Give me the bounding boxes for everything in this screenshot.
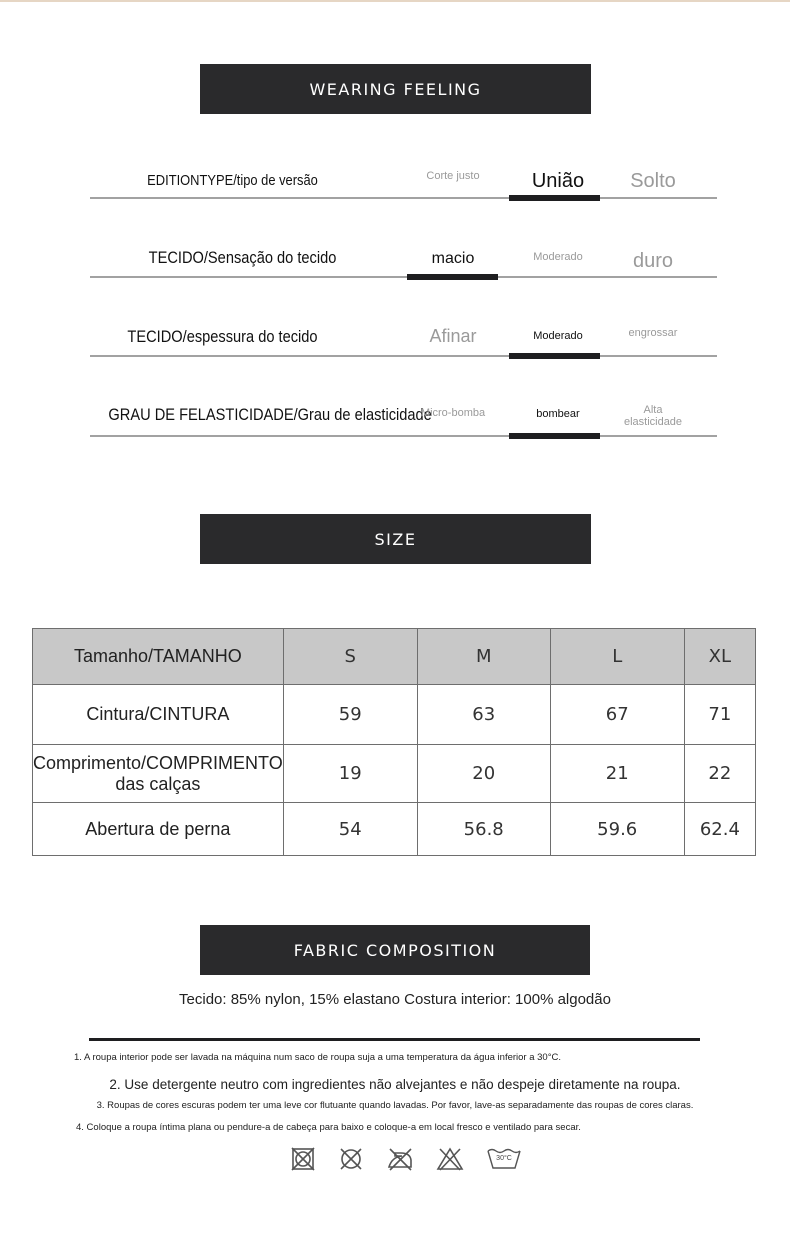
- care-note: 3. Roupas de cores escuras podem ter uma leve cor flutuante quando lavadas. Por favor, lave-as separadamente das roupas de cores claras.: [96, 1100, 694, 1111]
- feeling-option: Moderado: [533, 251, 583, 264]
- feeling-scale-line: [90, 355, 717, 357]
- wearing-feeling-banner: [200, 64, 591, 114]
- size-cell: 62.4: [684, 803, 755, 856]
- size-header-cell: L: [550, 629, 684, 685]
- size-cell: 20: [417, 745, 550, 803]
- size-header-cell: S: [283, 629, 417, 685]
- feeling-row-edition-type: [90, 139, 717, 199]
- feeling-selection-bar: [407, 274, 498, 280]
- feeling-scale-line: [90, 197, 717, 199]
- wearing-feeling-title: WEARING FEELING: [309, 79, 482, 99]
- wash-temp-label: 30°C: [496, 1155, 512, 1162]
- care-note: 4. Coloque a roupa íntima plana ou pendure-a de cabeça para baixo e coloque-a em local fresco e ventilado para secar.: [76, 1122, 581, 1133]
- feeling-row-label: TECIDO/espessura do tecido: [127, 327, 318, 346]
- feeling-option: Micro-bomba: [420, 407, 486, 420]
- feeling-row-label: TECIDO/Sensação do tecido: [148, 248, 337, 267]
- size-row-label: Cintura/CINTURA: [33, 685, 284, 745]
- size-cell: 19: [283, 745, 417, 803]
- feeling-option: Solto: [630, 170, 676, 192]
- feeling-selection-bar: [509, 433, 600, 439]
- no-dry-clean-icon: [338, 1146, 364, 1172]
- size-cell: 22: [684, 745, 755, 803]
- care-note: 2. Use detergente neutro com ingredientes não alvejantes e não despeje diretamente na roupa.: [109, 1077, 681, 1092]
- size-header-cell: M: [417, 629, 550, 685]
- size-title: SIZE: [374, 529, 417, 549]
- size-cell: 54: [283, 803, 417, 856]
- feeling-option-selected: macio: [431, 249, 475, 267]
- wash-30-icon: [486, 1146, 522, 1172]
- feeling-option: duro: [632, 250, 674, 272]
- table-row: [33, 685, 756, 745]
- feeling-option-selected: Moderado: [533, 330, 583, 343]
- feeling-option: engrossar: [628, 327, 678, 340]
- feeling-scale-line: [90, 435, 717, 437]
- size-cell: 59: [283, 685, 417, 745]
- fabric-composition-text: Tecido: 85% nylon, 15% elastano Costura interior: 100% algodão: [179, 991, 611, 1008]
- feeling-row-label: GRAU DE FELASTICIDADE/Grau de elasticidade: [108, 405, 432, 424]
- fabric-composition-banner: [200, 925, 590, 975]
- feeling-selection-bar: [509, 353, 600, 359]
- size-table: [32, 628, 756, 856]
- size-cell: 71: [684, 685, 755, 745]
- no-tumble-dry-icon: [290, 1146, 316, 1172]
- feeling-option: Alta elasticidade: [623, 403, 683, 429]
- fabric-composition-title: FABRIC COMPOSITION: [293, 940, 497, 960]
- feeling-selection-bar: [509, 195, 600, 201]
- size-table-header: [33, 629, 756, 685]
- size-row-label: Comprimento/COMPRIMENTO das calças: [33, 745, 284, 803]
- feeling-row-label: EDITIONTYPE/tipo de versão: [147, 172, 318, 189]
- size-banner: [200, 514, 591, 564]
- care-icons: [290, 1146, 522, 1172]
- feeling-option-selected: União: [531, 170, 585, 192]
- divider: [89, 1038, 700, 1041]
- feeling-row-fabric-thickness: [90, 297, 717, 357]
- feeling-option-selected: bombear: [536, 408, 580, 421]
- table-row: [33, 745, 756, 803]
- size-cell: 21: [550, 745, 684, 803]
- top-accent-line: [0, 0, 790, 2]
- size-cell: 59.6: [550, 803, 684, 856]
- size-cell: 56.8: [417, 803, 550, 856]
- table-row: [33, 803, 756, 856]
- feeling-option: Afinar: [429, 326, 477, 347]
- feeling-row-elasticity: [90, 377, 717, 437]
- size-header-cell: XL: [684, 629, 755, 685]
- size-cell: 63: [417, 685, 550, 745]
- feeling-row-fabric-feel: [90, 218, 717, 278]
- no-bleach-icon: [436, 1146, 464, 1172]
- no-iron-icon: [386, 1146, 414, 1172]
- size-cell: 67: [550, 685, 684, 745]
- care-note: 1. A roupa interior pode ser lavada na máquina num saco de roupa suja a uma temperatura da água inferior a 30°C.: [74, 1052, 562, 1063]
- feeling-option: Corte justo: [426, 170, 480, 183]
- size-header-cell: Tamanho/TAMANHO: [33, 629, 284, 685]
- size-row-label: Abertura de perna: [33, 803, 284, 856]
- feeling-scale-line: [90, 276, 717, 278]
